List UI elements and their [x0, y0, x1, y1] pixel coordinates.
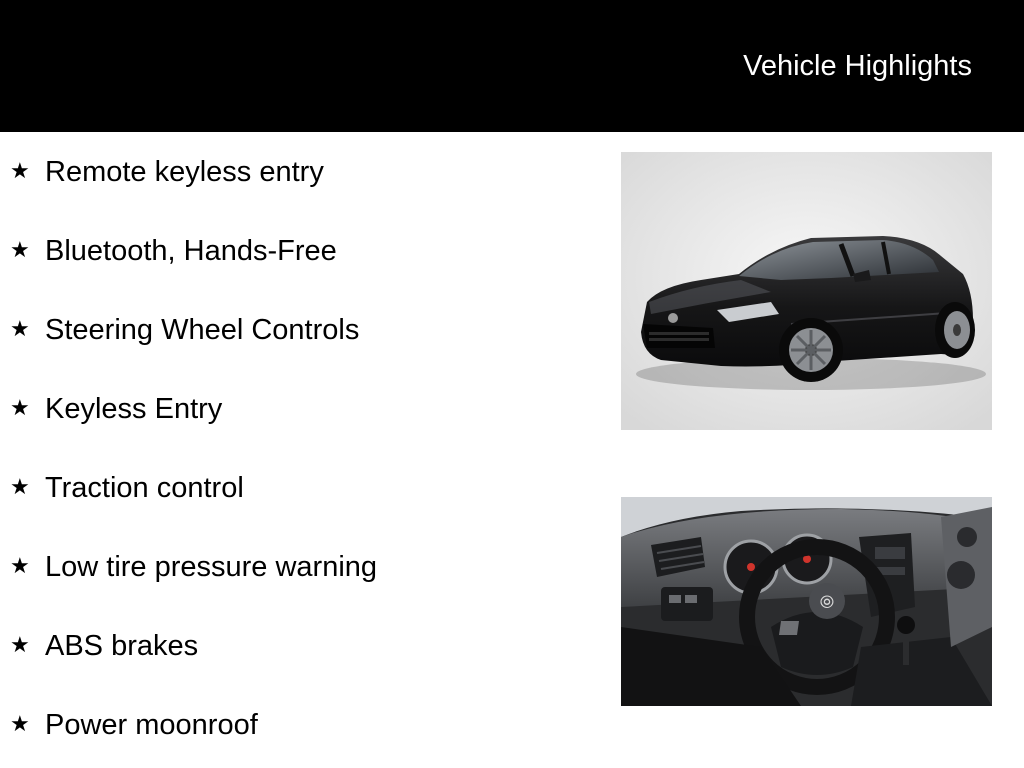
- car-interior-photo: [621, 497, 992, 706]
- feature-item: [0, 308, 377, 387]
- star-icon: ★: [10, 553, 30, 578]
- feature-item: [0, 545, 377, 624]
- star-icon: ★: [10, 632, 30, 657]
- feature-item: [0, 229, 377, 308]
- feature-label: Steering Wheel Controls: [45, 314, 360, 346]
- feature-label: Power moonroof: [45, 709, 258, 741]
- star-icon: ★: [10, 395, 30, 420]
- star-icon: ★: [10, 474, 30, 499]
- feature-label: ABS brakes: [45, 630, 199, 662]
- feature-item: [0, 466, 377, 545]
- feature-item: [0, 150, 377, 229]
- star-icon: ★: [10, 237, 30, 262]
- feature-label: Remote keyless entry: [45, 156, 324, 188]
- car-exterior-photo: [621, 152, 992, 430]
- feature-label: Low tire pressure warning: [45, 551, 378, 583]
- feature-list: [0, 150, 377, 768]
- star-icon: ★: [10, 711, 30, 736]
- header-bar: [0, 0, 1024, 132]
- star-icon: ★: [10, 158, 30, 183]
- feature-label: Keyless Entry: [45, 393, 223, 425]
- feature-label: Bluetooth, Hands-Free: [45, 235, 337, 267]
- feature-label: Traction control: [45, 472, 244, 504]
- svg-text:⦾: ⦾: [819, 592, 835, 613]
- star-icon: ★: [10, 316, 30, 341]
- page-title: Vehicle Highlights: [743, 50, 972, 82]
- feature-item: [0, 703, 377, 768]
- feature-item: [0, 624, 377, 703]
- feature-item: [0, 387, 377, 466]
